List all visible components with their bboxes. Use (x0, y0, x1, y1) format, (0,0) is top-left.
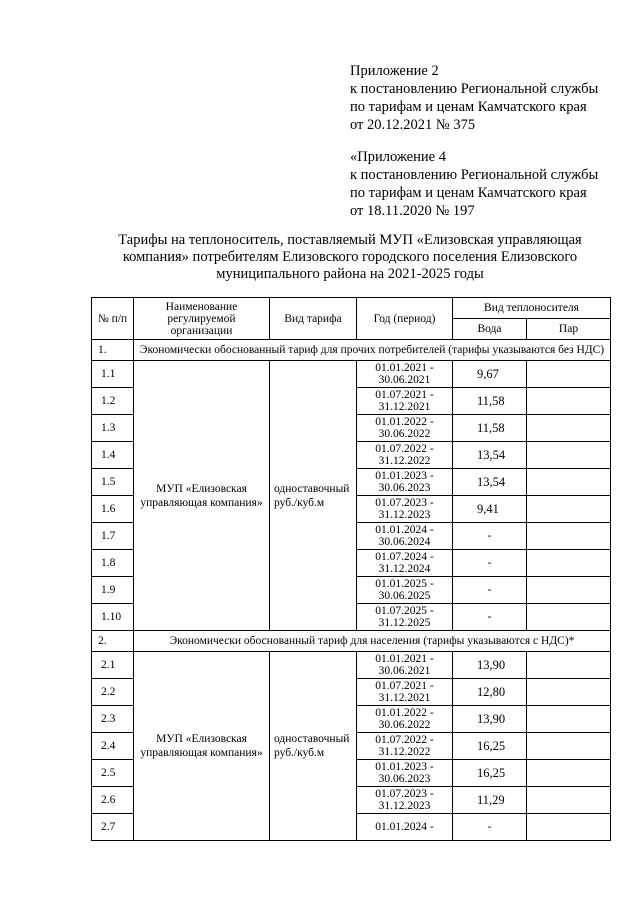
period-cell: 01.01.2022 - 30.06.2022 (357, 415, 453, 442)
water-value: 16,25 (453, 733, 527, 760)
appendix-line: «Приложение 4 (350, 149, 446, 165)
section-number: 1. (92, 340, 134, 361)
steam-value (527, 523, 611, 550)
row-number: 2.5 (92, 760, 134, 787)
steam-value (527, 469, 611, 496)
steam-value (527, 679, 611, 706)
row-number: 2.1 (92, 652, 134, 679)
water-value: 12,80 (453, 679, 527, 706)
steam-value (527, 442, 611, 469)
water-value: 9,67 (453, 361, 527, 388)
water-value: 13,90 (453, 652, 527, 679)
steam-value (527, 577, 611, 604)
water-value: 11,58 (453, 388, 527, 415)
water-value: 16,25 (453, 760, 527, 787)
period-cell: 01.07.2025 - 31.12.2025 (357, 604, 453, 631)
period-cell: 01.07.2022 - 31.12.2022 (357, 442, 453, 469)
row-number: 1.8 (92, 550, 134, 577)
row-number: 1.1 (92, 361, 134, 388)
water-value: - (453, 814, 527, 841)
period-cell: 01.01.2024 - 30.06.2024 (357, 523, 453, 550)
row-number: 1.4 (92, 442, 134, 469)
water-value: 9,41 (453, 496, 527, 523)
header-org: Наименование регулируемой организации (134, 298, 270, 340)
row-number: 1.10 (92, 604, 134, 631)
water-value: 13,90 (453, 706, 527, 733)
row-number: 2.2 (92, 679, 134, 706)
section-title: Экономически обоснованный тариф для прочих потребителей (тарифы указываются без НДС) (134, 340, 611, 361)
appendix-header-2 (350, 148, 598, 220)
appendix-line: от 18.11.2020 № 197 (350, 203, 475, 219)
row-number: 2.7 (92, 814, 134, 841)
period-cell: 01.01.2021 - 30.06.2021 (357, 652, 453, 679)
steam-value (527, 733, 611, 760)
steam-value (527, 706, 611, 733)
period-cell: 01.07.2023 - 31.12.2023 (357, 787, 453, 814)
appendix-header-1 (350, 62, 598, 134)
steam-value (527, 787, 611, 814)
header-kind: Вид тарифа (270, 298, 357, 340)
row-number: 2.4 (92, 733, 134, 760)
organization-cell: МУП «Елизовская управляющая компания» (134, 652, 270, 841)
tariff-table (91, 297, 611, 841)
appendix-line: по тарифам и ценам Камчатского края (350, 185, 587, 201)
tariff-kind-cell: одноставочный руб./куб.м (270, 652, 357, 841)
steam-value (527, 415, 611, 442)
row-number: 2.6 (92, 787, 134, 814)
water-value: - (453, 577, 527, 604)
steam-value (527, 388, 611, 415)
period-cell: 01.07.2021 - 31.12.2021 (357, 679, 453, 706)
period-cell: 01.01.2022 - 30.06.2022 (357, 706, 453, 733)
water-value: - (453, 523, 527, 550)
water-value: - (453, 604, 527, 631)
appendix-line: к постановлению Региональной службы (350, 81, 599, 97)
water-value: 11,58 (453, 415, 527, 442)
row-number: 1.2 (92, 388, 134, 415)
document-title: Тарифы на теплоноситель, поставляемый МУП «Елизовская управляющая компания» потребителям Елизовского городского поселения Елизовского муниципального района на 2021-2025 годы (118, 232, 582, 282)
organization-cell: МУП «Елизовская управляющая компания» (134, 361, 270, 631)
table-row (92, 361, 611, 388)
steam-value (527, 604, 611, 631)
steam-value (527, 814, 611, 841)
appendix-line: по тарифам и ценам Камчатского края (350, 99, 587, 115)
section-row (92, 340, 611, 361)
steam-value (527, 496, 611, 523)
steam-value (527, 550, 611, 577)
period-cell: 01.01.2023 - 30.06.2023 (357, 469, 453, 496)
section-number: 2. (92, 631, 134, 652)
section-row (92, 631, 611, 652)
water-value: 13,54 (453, 442, 527, 469)
row-number: 1.3 (92, 415, 134, 442)
water-value: 13,54 (453, 469, 527, 496)
period-cell: 01.07.2023 - 31.12.2023 (357, 496, 453, 523)
header-water: Вода (453, 319, 527, 340)
water-value: - (453, 550, 527, 577)
row-number: 1.7 (92, 523, 134, 550)
header-year: Год (период) (357, 298, 453, 340)
header-num: № п/п (92, 298, 134, 340)
tariff-kind-cell: одноставочный руб./куб.м (270, 361, 357, 631)
steam-value (527, 361, 611, 388)
table-row (92, 652, 611, 679)
period-cell: 01.01.2023 - 30.06.2023 (357, 760, 453, 787)
steam-value (527, 760, 611, 787)
appendix-line: к постановлению Региональной службы (350, 167, 599, 183)
header-steam: Пар (527, 319, 611, 340)
steam-value (527, 652, 611, 679)
period-cell: 01.07.2021 - 31.12.2021 (357, 388, 453, 415)
period-cell: 01.07.2024 - 31.12.2024 (357, 550, 453, 577)
row-number: 1.5 (92, 469, 134, 496)
water-value: 11,29 (453, 787, 527, 814)
period-cell: 01.01.2021 - 30.06.2021 (357, 361, 453, 388)
period-cell: 01.01.2025 - 30.06.2025 (357, 577, 453, 604)
period-cell: 01.07.2022 - 31.12.2022 (357, 733, 453, 760)
row-number: 1.6 (92, 496, 134, 523)
header-carrier: Вид теплоносителя (453, 298, 611, 319)
appendix-line: от 20.12.2021 № 375 (350, 117, 476, 133)
appendix-line: Приложение 2 (350, 63, 439, 79)
row-number: 2.3 (92, 706, 134, 733)
row-number: 1.9 (92, 577, 134, 604)
section-title: Экономически обоснованный тариф для населения (тарифы указываются с НДС)* (134, 631, 611, 652)
period-cell: 01.01.2024 - (357, 814, 453, 841)
